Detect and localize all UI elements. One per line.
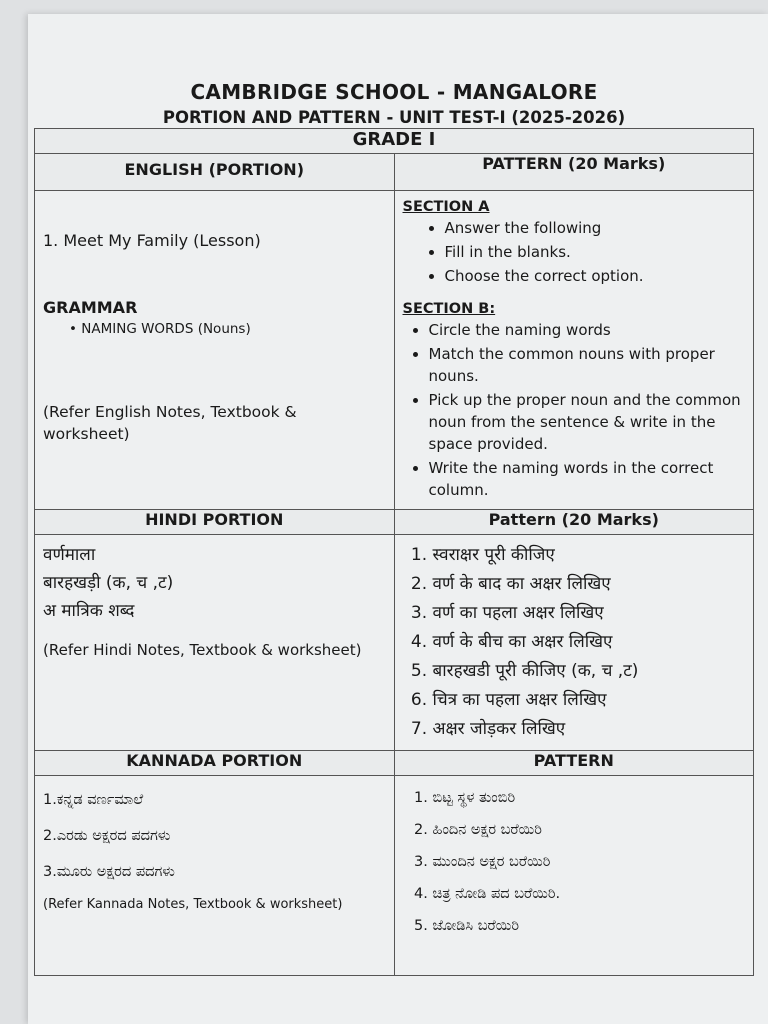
kannada-refer-note: (Refer Kannada Notes, Textbook & worksheet) — [43, 897, 343, 912]
grade-title: GRADE I — [35, 129, 754, 154]
list-item: • Match the common nouns with proper nouns. — [429, 343, 746, 387]
list-item: 4. वर्ण के बीच का अक्षर लिखिए — [433, 628, 746, 657]
kannada-pattern-heading: PATTERN — [394, 751, 754, 776]
section-b-list — [409, 319, 746, 501]
kannada-portion-item: 3.ಮೂರು ಅಕ್ಷರದ ಪದಗಳು — [43, 864, 175, 880]
english-content-row — [35, 191, 754, 510]
portion-pattern-table — [34, 128, 754, 976]
english-lesson: 1. Meet My Family (Lesson) — [43, 231, 261, 250]
list-item: 1. ಬಿಟ್ಟ ಸ್ಥಳ ತುಂಬಿರಿ — [433, 782, 746, 814]
hindi-pattern-cell — [394, 535, 754, 751]
grammar-heading: GRAMMAR — [43, 298, 138, 317]
list-item: • Answer the following — [445, 217, 746, 239]
english-portion-heading: ENGLISH (PORTION) — [35, 154, 395, 191]
document-subtitle: PORTION AND PATTERN - UNIT TEST-I (2025-2026) — [162, 108, 626, 127]
list-item: 3. ಮುಂದಿನ ಅಕ್ಷರ ಬರೆಯಿರಿ — [433, 846, 746, 878]
list-item: • Write the naming words in the correct column. — [429, 457, 746, 501]
list-item: • Circle the naming words — [429, 319, 746, 341]
english-pattern-heading: PATTERN (20 Marks) — [394, 154, 754, 191]
section-b-title: SECTION B: — [402, 301, 496, 317]
english-heading-row — [35, 154, 754, 191]
kannada-content-row — [35, 776, 754, 976]
list-item: 5. ಜೋಡಿಸಿ ಬರೆಯಿರಿ — [433, 910, 746, 942]
hindi-portion-item: अ मात्रिक शब्द — [43, 601, 135, 621]
hindi-pattern-heading: Pattern (20 Marks) — [394, 510, 754, 535]
list-item: 1. स्वराक्षर पूरी कीजिए — [433, 541, 746, 570]
kannada-portion-item: 2.ಎರಡು ಅಕ್ಷರದ ಪದಗಳು — [43, 828, 171, 844]
list-item: • Fill in the blanks. — [445, 241, 746, 263]
kannada-portion-cell — [35, 776, 395, 976]
english-portion-cell — [35, 191, 395, 510]
grammar-item-label: NAMING WORDS (Nouns) — [81, 321, 251, 337]
list-item: 2. वर्ण के बाद का अक्षर लिखिए — [433, 570, 746, 599]
section-a-title: SECTION A — [402, 199, 490, 215]
english-refer-note: (Refer English Notes, Textbook & worksheet) — [43, 403, 297, 443]
kannada-portion-heading: KANNADA PORTION — [35, 751, 395, 776]
list-item: 2. ಹಿಂದಿನ ಅಕ್ಷರ ಬರೆಯಿರಿ — [433, 814, 746, 846]
hindi-pattern-list — [403, 541, 746, 744]
kannada-pattern-cell — [394, 776, 754, 976]
grammar-item: • NAMING WORDS (Nouns) — [69, 321, 251, 337]
grade-row — [35, 129, 754, 154]
section-a-list — [425, 217, 746, 287]
hindi-heading-row — [35, 510, 754, 535]
list-item: 3. वर्ण का पहला अक्षर लिखिए — [433, 599, 746, 628]
hindi-portion-heading: HINDI PORTION — [35, 510, 395, 535]
kannada-heading-row — [35, 751, 754, 776]
hindi-portion-cell — [35, 535, 395, 751]
english-pattern-cell — [394, 191, 754, 510]
hindi-refer-note: (Refer Hindi Notes, Textbook & worksheet) — [43, 641, 362, 659]
hindi-portion-item: वर्णमाला — [43, 545, 96, 565]
list-item: 5. बारहखडी पूरी कीजिए (क, च ,ट) — [433, 657, 746, 686]
kannada-portion-item: 1.ಕನ್ನಡ ವರ್ಣಮಾಲೆ — [43, 792, 144, 808]
hindi-content-row — [35, 535, 754, 751]
kannada-pattern-list — [403, 782, 746, 942]
list-item: • Choose the correct option. — [445, 265, 746, 287]
list-item: 7. अक्षर जोड़कर लिखिए — [433, 715, 746, 744]
list-item: • Pick up the proper noun and the common noun from the sentence & write in the space provided. — [429, 389, 746, 455]
school-name: CAMBRIDGE SCHOOL - MANGALORE — [190, 80, 598, 104]
list-item: 6. चित्र का पहला अक्षर लिखिए — [433, 686, 746, 715]
list-item: 4. ಚಿತ್ರ ನೋಡಿ ಪದ ಬರೆಯಿರಿ. — [433, 878, 746, 910]
hindi-portion-item: बारहखड़ी (क, च ,ट) — [43, 573, 174, 593]
